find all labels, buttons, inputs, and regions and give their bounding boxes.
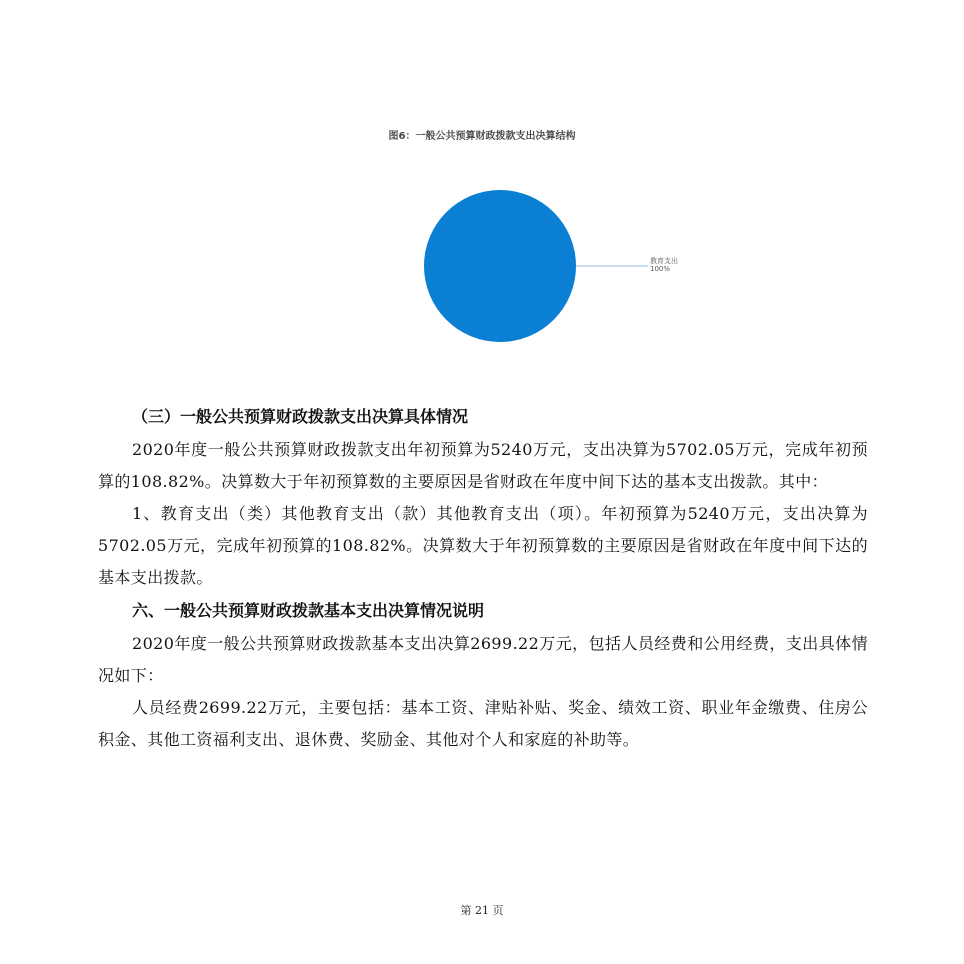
- pie-slice-education: [424, 190, 576, 342]
- pie-label-percent: 100%: [650, 265, 671, 273]
- paragraph: 人员经费2699.22万元，主要包括：基本工资、津贴补贴、奖金、绩效工资、职业年金缴费、住房公积金、其他工资福利支出、退休费、奖励金、其他对个人和家庭的补助等。: [98, 698, 868, 749]
- paragraph: 1、教育支出（类）其他教育支出（款）其他教育支出（项）。年初预算为5240万元，支出决算为5702.05万元，完成年初预算的108.82%。决算数大于年初预算数的主要原因是省财政在年度中间下达的基本支出拨款。: [98, 504, 868, 587]
- section-heading-6: 六、一般公共预算财政拨款基本支出决算情况说明: [132, 601, 485, 620]
- section-heading-3: （三）一般公共预算财政拨款支出决算具体情况: [132, 407, 469, 426]
- pie-label-name: 教育支出: [650, 257, 678, 265]
- chart-title: 图6：一般公共预算财政拨款支出决算结构: [388, 131, 576, 142]
- page-number: 第 21 页: [460, 904, 504, 917]
- pie-chart: [0, 0, 964, 400]
- document-body: [98, 400, 868, 756]
- paragraph: 2020年度一般公共预算财政拨款基本支出决算2699.22万元，包括人员经费和公用经费，支出具体情况如下：: [98, 634, 868, 685]
- paragraph: 2020年度一般公共预算财政拨款支出年初预算为5240万元，支出决算为5702.05万元，完成年初预算的108.82%。决算数大于年初预算数的主要原因是省财政在年度中间下达的基本支出拨款。其中：: [98, 440, 868, 491]
